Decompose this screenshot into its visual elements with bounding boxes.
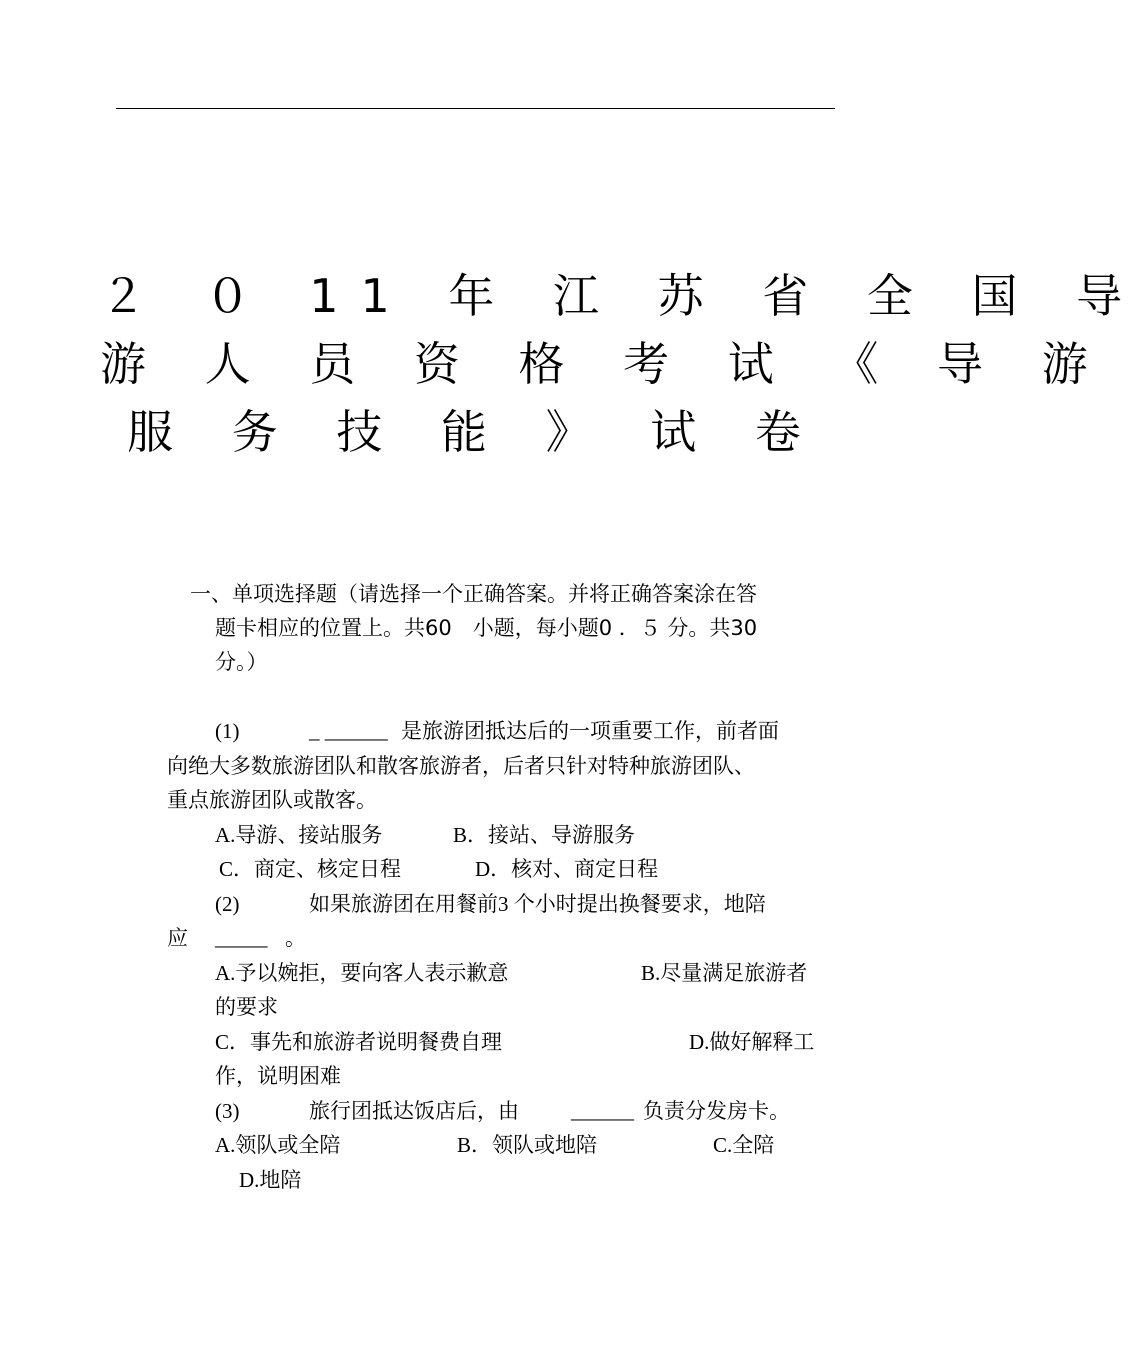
q1-number: (1) bbox=[215, 719, 240, 743]
q1-text-2: 向绝大多数旅游团队和散客旅游者，后者只针对特种旅游团队、 bbox=[167, 753, 755, 778]
q3-option-a: A.领队或全陪 bbox=[215, 1133, 341, 1157]
section-line-3: 分。） bbox=[215, 650, 268, 674]
title-line-1: ２ ０ 11 年 江 苏 省 全 国 导 bbox=[100, 269, 1144, 323]
q1-option-a: A.导游、接站服务 bbox=[215, 822, 383, 847]
q2-option-b-line-2: 的要求 bbox=[215, 995, 278, 1019]
title-line-3: 服 务 技 能 》 试 卷 bbox=[127, 405, 823, 459]
q1-text-1: 是旅游团抵达后的一项重要工作，前者面 bbox=[401, 719, 779, 743]
q3-option-d-row bbox=[167, 1163, 835, 1198]
q2-option-d-line-2: 作，说明困难 bbox=[215, 1064, 341, 1088]
q2-text-2a: 应 bbox=[167, 926, 188, 950]
q1-option-d: D．核对、商定日程 bbox=[475, 857, 659, 881]
section-line-1: 一、单项选择题（请选择一个正确答案。并将正确答案涂在答 bbox=[190, 582, 757, 606]
q1-blank: _ ______ bbox=[309, 719, 388, 743]
q2-number: (2) bbox=[215, 891, 240, 916]
q2-line-1 bbox=[167, 887, 835, 922]
title-line-2: 游 人 员 资 格 考 试 《 导 游 bbox=[100, 337, 1110, 391]
q2-option-d: D.做好解释工 bbox=[689, 1029, 815, 1054]
q1-line-2 bbox=[167, 749, 835, 784]
q3-blank: ______ bbox=[571, 1098, 634, 1123]
q3-option-c: C.全陪 bbox=[713, 1133, 775, 1157]
q2-option-d-cont bbox=[167, 1059, 835, 1094]
q2-text-1: 如果旅游团在用餐前3 个小时提出换餐要求，地陪 bbox=[309, 891, 766, 916]
q2-options-ab bbox=[167, 956, 835, 991]
questions-body bbox=[167, 714, 835, 1197]
q3-number: (3) bbox=[215, 1098, 240, 1123]
q2-options-cd bbox=[167, 1025, 835, 1060]
q2-option-b: B.尽量满足旅游者 bbox=[641, 960, 808, 985]
q2-text-2b: 。 bbox=[285, 926, 306, 950]
q3-line-1 bbox=[167, 1094, 835, 1129]
q2-option-b-cont bbox=[167, 990, 835, 1025]
q3-options-abc bbox=[167, 1128, 835, 1163]
header-rule bbox=[116, 108, 835, 109]
q3-option-b: B．领队或地陪 bbox=[457, 1133, 598, 1157]
q1-text-3: 重点旅游团队或散客。 bbox=[167, 788, 377, 812]
q2-option-c: C．事先和旅游者说明餐费自理 bbox=[215, 1029, 503, 1054]
document-title bbox=[100, 262, 1144, 466]
q1-option-b: B．接站、导游服务 bbox=[453, 822, 636, 847]
q2-blank: _____ bbox=[215, 926, 268, 950]
q1-options-cd bbox=[167, 852, 835, 887]
section-line-2: 题卡相应的位置上。共60 小题，每小题0 ．５ 分。共30 bbox=[215, 616, 758, 640]
section-heading bbox=[190, 577, 835, 679]
q1-options-ab bbox=[167, 818, 835, 853]
q3-text-1: 旅行团抵达饭店后，由 bbox=[309, 1098, 519, 1123]
q1-option-c: C．商定、核定日程 bbox=[219, 857, 402, 881]
q3-text-2: 负责分发房卡。 bbox=[643, 1098, 790, 1123]
q3-option-d: D.地陪 bbox=[239, 1167, 302, 1192]
q2-option-a: A.予以婉拒，要向客人表示歉意 bbox=[215, 960, 509, 985]
q1-line-1 bbox=[167, 714, 835, 749]
q1-line-3 bbox=[167, 783, 835, 818]
q2-line-2 bbox=[167, 921, 835, 956]
